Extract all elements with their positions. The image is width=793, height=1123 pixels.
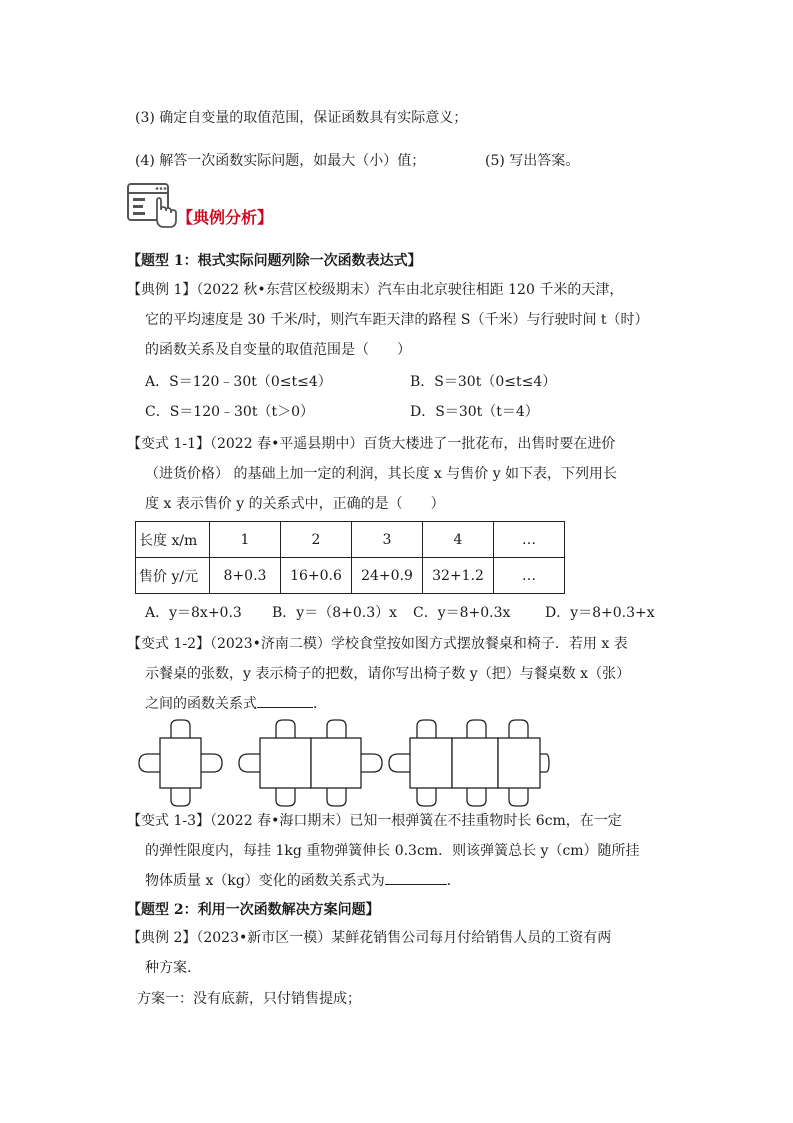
- variant12-line2: 示餐桌的张数，y 表示椅子的把数，请你写出椅子数 y（把）与餐桌数 x（张）: [145, 666, 631, 682]
- variant11-option-a: A．y＝8x+0.3: [145, 605, 242, 621]
- table-cell: 8+0.3: [210, 558, 281, 594]
- example1-line3: 的函数关系及自变量的取值范围是（ ）: [145, 342, 411, 358]
- table-cell: 16+0.6: [281, 558, 352, 594]
- table-cell: 32+1.2: [423, 558, 494, 594]
- variant13-line1: 【变式 1-3】（2022 春•海口期末）已知一根弹簧在不挂重物时长 6cm，在一定: [127, 813, 622, 829]
- variant11-option-d: D．y＝8+0.3+x: [545, 605, 655, 621]
- variant13-line3-text: 物体质量 x（kg）变化的函数关系式为: [145, 873, 385, 889]
- intro-line-5: (5) 写出答案。: [485, 153, 580, 169]
- intro-line-4: (4) 解答一次函数实际问题，如最大（小）值；: [135, 153, 426, 169]
- section-header-label: 【典例分析】: [177, 208, 274, 227]
- type1-title: 【题型 1：根式实际问题列除一次函数表达式】: [127, 253, 422, 269]
- variant13-line3: [145, 870, 461, 890]
- variant12-line3: [145, 693, 327, 713]
- variant11-line2: （进货价格） 的基础上加一定的利润，其长度 x 与售价 y 如下表，下列用长: [145, 466, 618, 482]
- table-cell: …: [494, 522, 565, 558]
- example1-option-a: A．S＝120﹣30t（0≤t≤4）: [145, 374, 332, 390]
- variant11-option-b: B．y＝（8+0.3）x: [272, 605, 397, 621]
- table-cell: …: [494, 558, 565, 594]
- table-cell: 售价 y/元: [136, 558, 210, 594]
- example2-line2: 种方案.: [145, 960, 192, 976]
- table-cell: 长度 x/m: [136, 522, 210, 558]
- example2-line3: 方案一：没有底薪，只付销售提成；: [137, 991, 361, 1007]
- example1-option-b: B．S＝30t（0≤t≤4）: [410, 374, 557, 390]
- variant12-line3-end: ．: [313, 696, 327, 712]
- variant11-option-c: C．y＝8+0.3x: [413, 605, 511, 621]
- table-cell: 1: [210, 522, 281, 558]
- example1-line1: 【典例 1】（2022 秋•东营区校级期末）汽车由北京驶往相距 120 千米的天津，: [127, 282, 624, 298]
- variant13-line2: 的弹性限度内，每挂 1kg 重物弹簧伸长 0.3cm．则该弹簧总长 y（cm）随所挂: [145, 843, 640, 859]
- answer-blank[interactable]: [257, 693, 313, 708]
- example1-option-c: C．S＝120﹣30t（t＞0）: [145, 404, 314, 420]
- variant12-line1: 【变式 1-2】（2023•济南二模）学校食堂按如图方式摆放餐桌和椅子．若用 x 表: [127, 636, 628, 652]
- table-cell: 24+0.9: [352, 558, 423, 594]
- tables-chairs-figure: [135, 718, 550, 808]
- table-cell: 2: [281, 522, 352, 558]
- answer-blank[interactable]: [385, 870, 447, 885]
- table-cell: 3: [352, 522, 423, 558]
- intro-line-3: (3) 确定自变量的取值范围，保证函数具有实际意义；: [135, 110, 468, 126]
- example2-line1: 【典例 2】（2023•新市区一模）某鲜花销售公司每月付给销售人员的工资有两: [127, 930, 612, 946]
- example1-line2: 它的平均速度是 30 千米/时，则汽车距天津的路程 S（千米）与行驶时间 t（时）: [145, 312, 649, 328]
- browser-pointer-icon: [127, 183, 179, 229]
- variant11-line1: 【变式 1-1】（2022 春•平遥县期中）百货大楼进了一批花布，出售时要在进价: [127, 436, 616, 452]
- type2-title: 【题型 2：利用一次函数解决方案问题】: [127, 902, 380, 918]
- variant13-line3-end: ．: [446, 873, 461, 889]
- variant12-line3-text: 之间的函数关系式: [145, 696, 257, 712]
- table-row: [136, 522, 565, 558]
- price-table: [135, 521, 565, 594]
- table-cell: 4: [423, 522, 494, 558]
- example1-option-d: D．S＝30t（t＝4）: [410, 404, 539, 420]
- table-row: [136, 558, 565, 594]
- variant11-line3: 度 x 表示售价 y 的关系式中，正确的是（ ）: [145, 496, 445, 512]
